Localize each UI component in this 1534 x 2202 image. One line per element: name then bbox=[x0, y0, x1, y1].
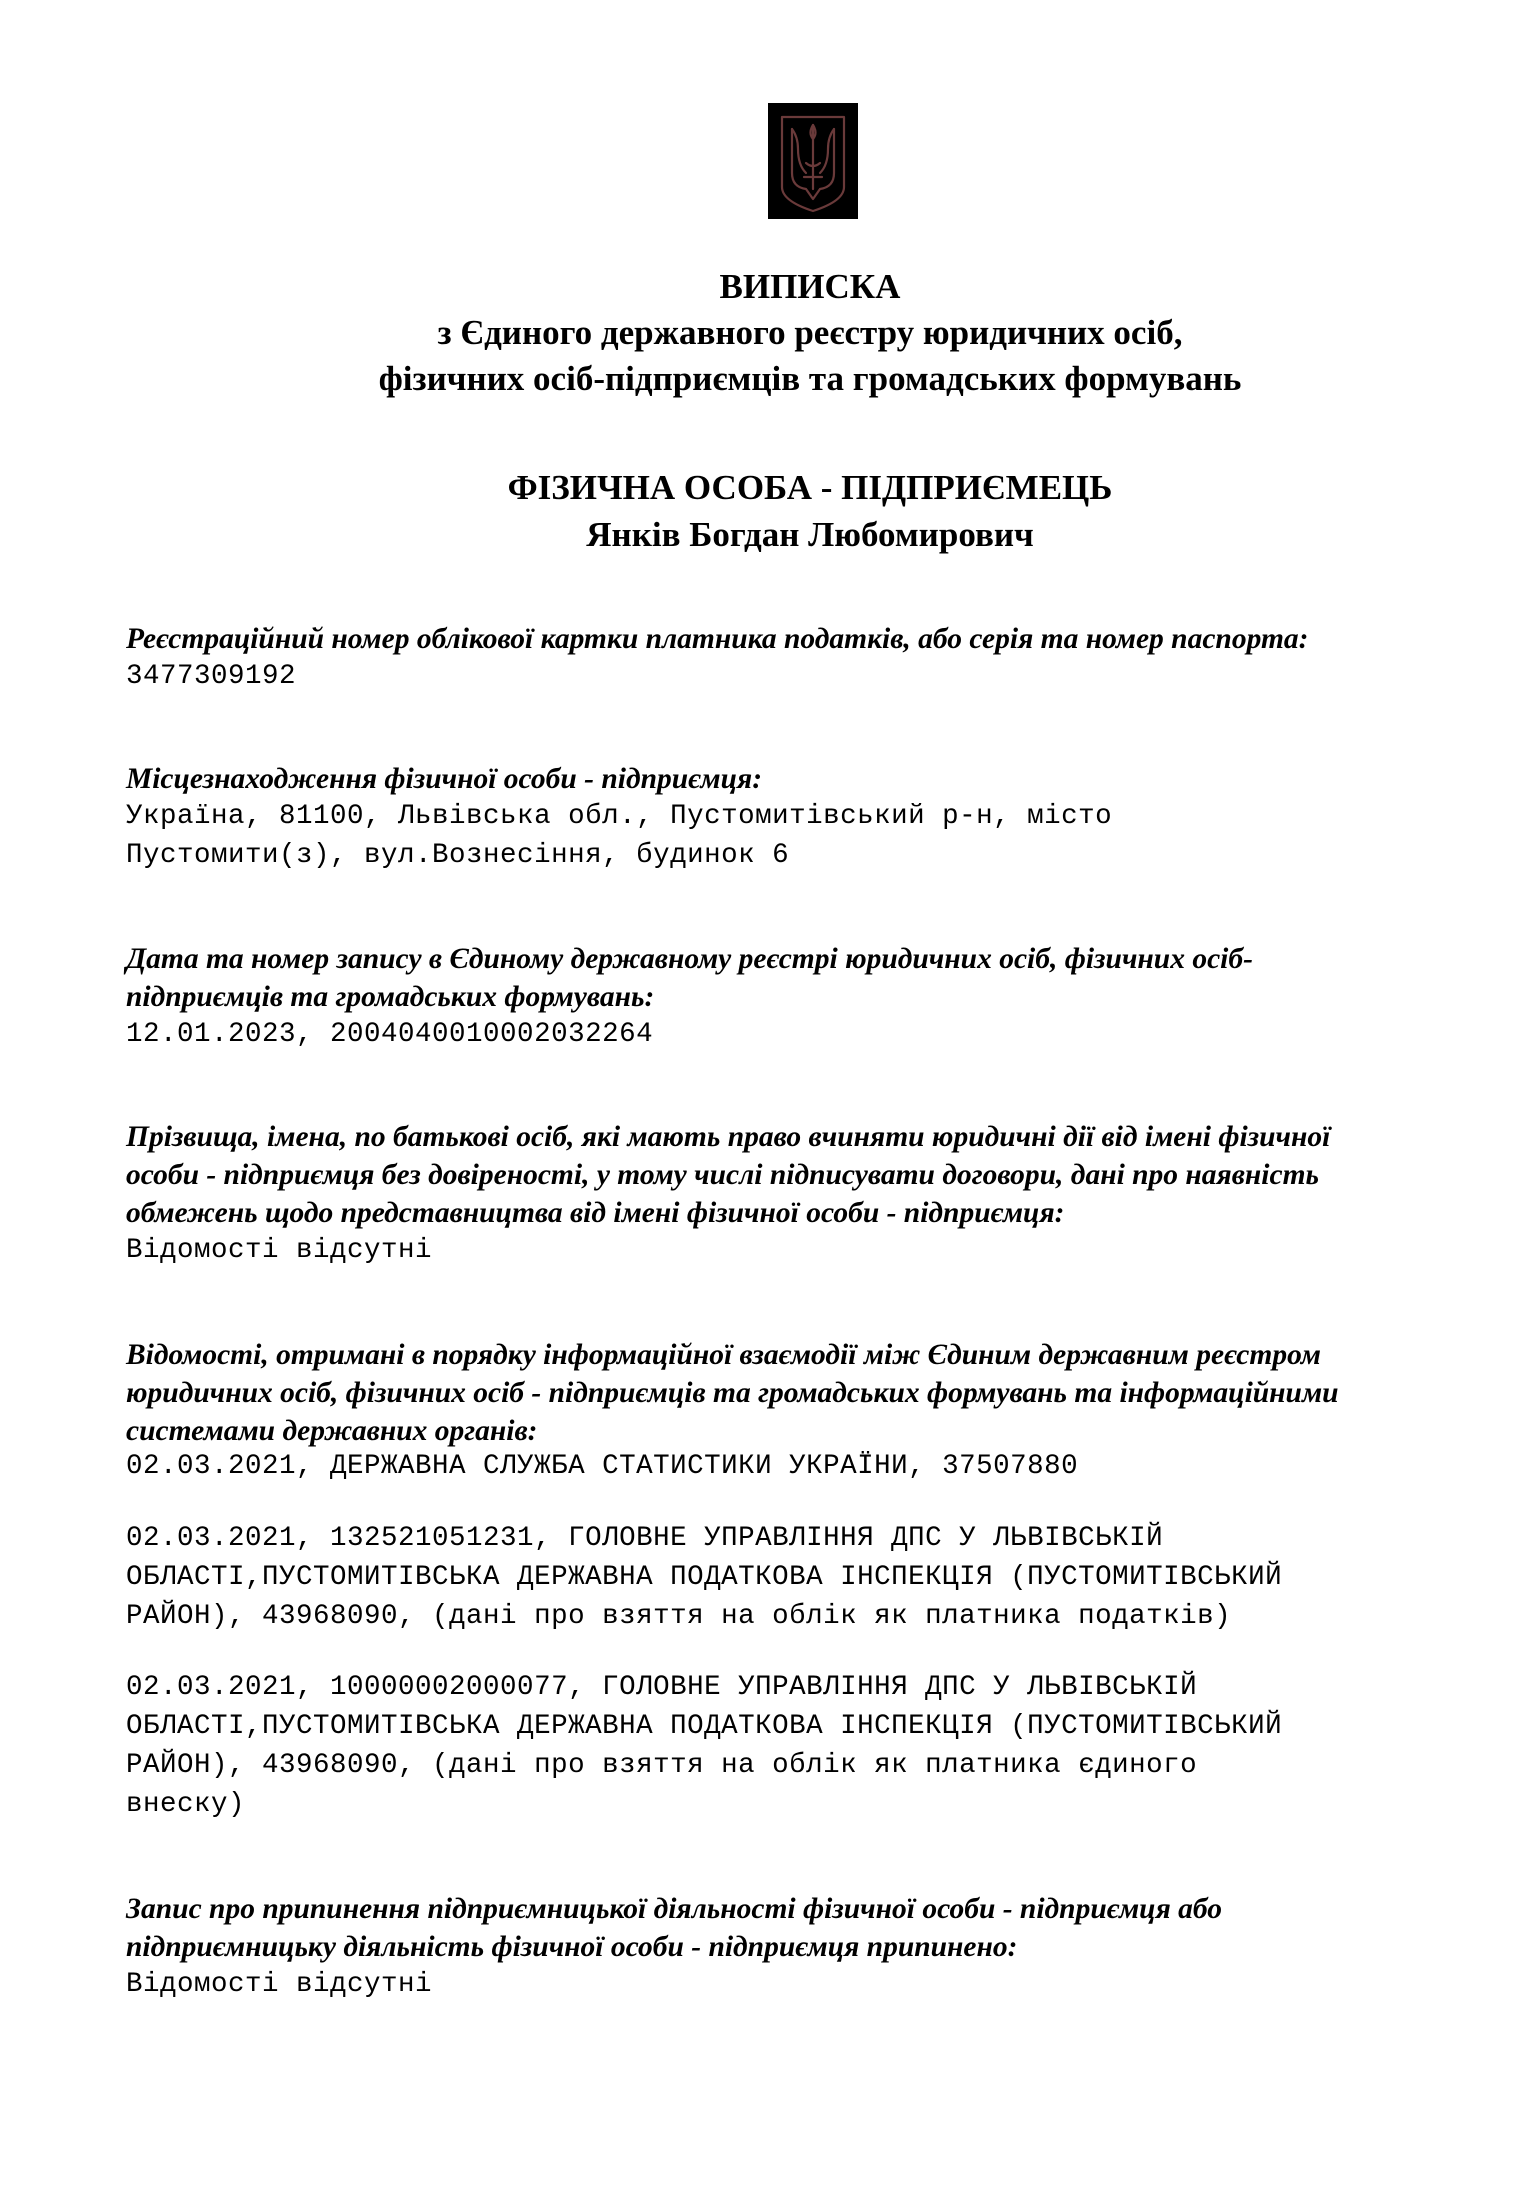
interaction-entry-3-line-3: РАЙОН), 43968090, (дані про взяття на облік як платника єдиного bbox=[126, 1750, 1198, 1781]
location-value-line-1: Україна, 81100, Львівська обл., Пустомитівський р-н, місто bbox=[126, 801, 1113, 832]
location-value-line-2: Пустомити(з), вул.Вознесіння, будинок 6 bbox=[126, 840, 790, 871]
document-subtitle-line-1: з Єдиного державного реєстру юридичних осіб, bbox=[437, 313, 1183, 352]
interaction-entry-2-line-3: РАЙОН), 43968090, (дані про взяття на облік як платника податків) bbox=[126, 1601, 1232, 1632]
interaction-entry-3-line-2: ОБЛАСТІ,ПУСТОМИТІВСЬКА ДЕРЖАВНА ПОДАТКОВА ІНСПЕКЦІЯ (ПУСТОМИТІВСЬКИЙ bbox=[126, 1711, 1283, 1742]
registry-record-label-line-2: підприємців та громадських формувань: bbox=[126, 981, 655, 1013]
interaction-label-line-3: системами державних органів: bbox=[126, 1415, 538, 1447]
authorized-persons-label-line-2: особи - підприємця без довіреності, у тому числі підписувати договори, дані про наявність bbox=[126, 1159, 1320, 1191]
interaction-entry-2-line-2: ОБЛАСТІ,ПУСТОМИТІВСЬКА ДЕРЖАВНА ПОДАТКОВА ІНСПЕКЦІЯ (ПУСТОМИТІВСЬКИЙ bbox=[126, 1562, 1283, 1593]
interaction-entry-2-line-1: 02.03.2021, 132521051231, ГОЛОВНЕ УПРАВЛІННЯ ДПС У ЛЬВІВСЬКІЙ bbox=[126, 1523, 1164, 1554]
termination-label-line-2: підприємницьку діяльність фізичної особи - підприємця припинено: bbox=[126, 1931, 1018, 1963]
authorized-persons-label-line-1: Прізвища, імена, по батькові осіб, які мають право вчиняти юридичні дії від імені фізичної bbox=[126, 1121, 1331, 1153]
termination-value: Відомості відсутні bbox=[126, 1969, 433, 2000]
termination-label-line-1: Запис про припинення підприємницької діяльності фізичної особи - підприємця або bbox=[126, 1893, 1222, 1925]
registry-record-value: 12.01.2023, 2004040010002032264 bbox=[126, 1019, 654, 1050]
document-title: ВИПИСКА bbox=[719, 267, 901, 306]
location-label: Місцезнаходження фізичної особи - підприємця: bbox=[126, 763, 763, 795]
registry-record-label-line-1: Дата та номер запису в Єдиному державному реєстрі юридичних осіб, фізичних осіб- bbox=[126, 943, 1253, 975]
authorized-persons-label-line-3: обмежень щодо представництва від імені фізичної особи - підприємця: bbox=[126, 1197, 1065, 1229]
interaction-entry-1-line-1: 02.03.2021, ДЕРЖАВНА СЛУЖБА СТАТИСТИКИ УКРАЇНИ, 37507880 bbox=[126, 1451, 1079, 1482]
document-subtitle-line-2: фізичних осіб-підприємців та громадських формувань bbox=[378, 359, 1242, 398]
interaction-entry-3-line-1: 02.03.2021, 10000002000077, ГОЛОВНЕ УПРАВЛІННЯ ДПС У ЛЬВІВСЬКІЙ bbox=[126, 1672, 1198, 1703]
entity-kind-heading: ФІЗИЧНА ОСОБА - ПІДПРИЄМЕЦЬ bbox=[507, 468, 1113, 507]
tax-id-label: Реєстраційний номер облікової картки платника податків, або серія та номер паспорта: bbox=[126, 623, 1309, 655]
interaction-label-line-1: Відомості, отримані в порядку інформаційної взаємодії між Єдиним державним реєстром bbox=[126, 1339, 1321, 1371]
interaction-label-line-2: юридичних осіб, фізичних осіб - підприємців та громадських формувань та інформаційними bbox=[126, 1377, 1339, 1409]
interaction-entry-3-line-4: внеску) bbox=[126, 1789, 246, 1820]
entity-name-heading: Янків Богдан Любомирович bbox=[586, 515, 1034, 554]
trident-coat-of-arms-icon bbox=[768, 103, 858, 219]
tax-id-value: 3477309192 bbox=[126, 661, 297, 692]
authorized-persons-value: Відомості відсутні bbox=[126, 1235, 433, 1266]
